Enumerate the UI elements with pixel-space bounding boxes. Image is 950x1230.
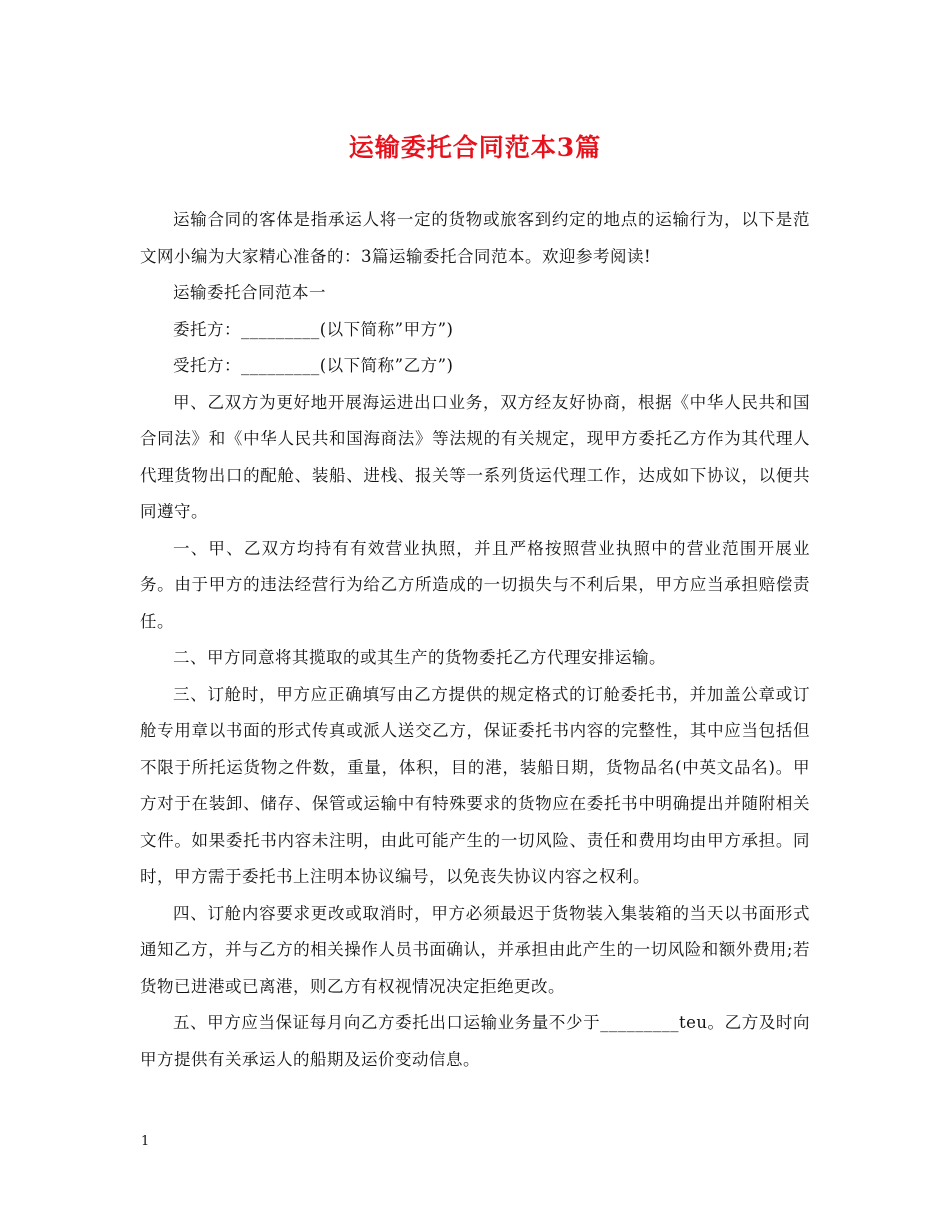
document-title: 运输委托合同范本3篇	[348, 133, 602, 162]
preamble-paragraph: 甲、乙双方为更好地开展海运进出口业务，双方经友好协商，根据《中华人民共和国合同法》和《中华人民共和国海商法》等法规的有关规定，现甲方委托乙方作为其代理人代理货物出口的配舱、装船、进栈、报关等一系列货运代理工作，达成如下协议，以便共同遵守。	[140, 392, 810, 521]
clause-2: 二、甲方同意将其揽取的或其生产的货物委托乙方代理安排运输。	[173, 648, 666, 667]
section-heading: 运输委托合同范本一	[173, 283, 326, 302]
principal-line: 委托方：_________(以下简称”甲方”)	[173, 319, 454, 339]
clause-5: 五、甲方应当保证每月向乙方委托出口运输业务量不少于_________teu。乙方及时向甲方提供有关承运人的船期及运价变动信息。	[140, 1013, 810, 1069]
agent-line: 受托方：_________(以下简称”乙方”)	[173, 356, 454, 375]
clause-4: 四、订舱内容要求更改或取消时，甲方必须最迟于货物装入集装箱的当天以书面形式通知乙方，并与乙方的相关操作人员书面确认，并承担由此产生的一切风险和额外费用;若货物已进港或已离港，则乙方有权视情况决定拒绝更改。	[140, 903, 810, 996]
clause-1: 一、甲、乙双方均持有有效营业执照，并且严格按照营业执照中的营业范围开展业务。由于甲方的违法经营行为给乙方所造成的一切损失与不利后果，甲方应当承担赔偿责任。	[140, 538, 810, 631]
intro-paragraph: 运输合同的客体是指承运人将一定的货物或旅客到约定的地点的运输行为，以下是范文网小编为大家精心准备的：3篇运输委托合同范本。欢迎参考阅读!	[140, 210, 810, 266]
clause-3: 三、订舱时，甲方应正确填写由乙方提供的规定格式的订舱委托书，并加盖公章或订舱专用章以书面的形式传真或派人送交乙方，保证委托书内容的完整性，其中应当包括但不限于所托运货物之件数，重量，体积，目的港，装船日期，货物品名(中英文品名)。甲方对于在装卸、储存、保管或运输中有特殊要求的货物应在委托书中明确提出并随附相关文件。如果委托书内容未注明，由此可能产生的一切风险、责任和费用均由甲方承担。同时，甲方需于委托书上注明本协议编号，以免丧失协议内容之权利。	[140, 684, 810, 886]
page-number: 1	[141, 1134, 150, 1149]
document-body	[140, 202, 810, 1078]
